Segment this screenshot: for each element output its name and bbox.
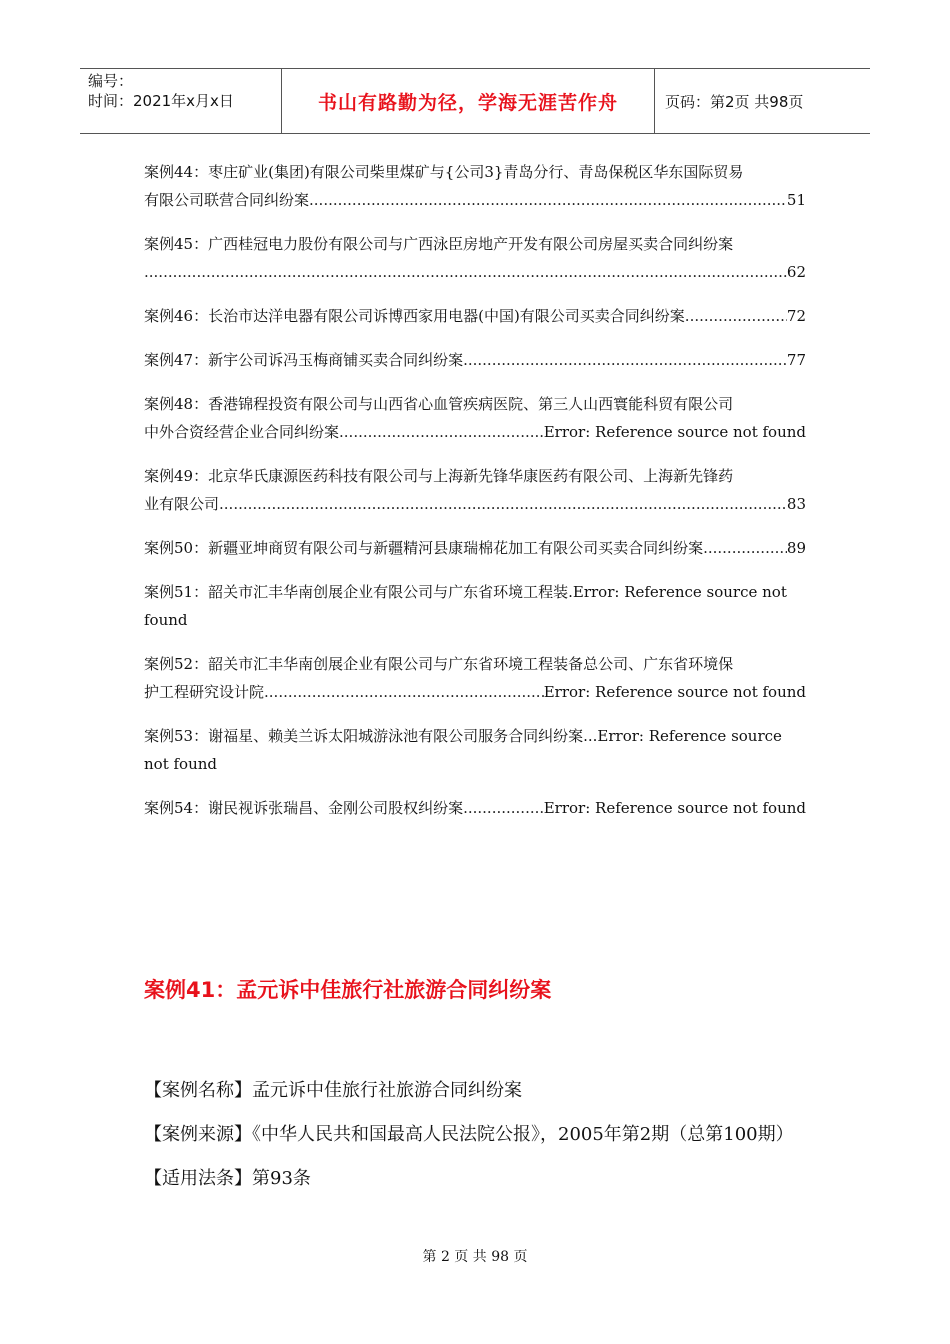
toc-entry-53[interactable]: 案例53：谢福星、赖美兰诉太阳城游泳池有限公司服务合同纠纷案...Error: Reference source not found	[144, 727, 782, 773]
toc-page: 83	[786, 495, 806, 513]
toc-leader	[309, 186, 787, 214]
toc-leader	[703, 534, 787, 562]
toc-line: 案例48：香港锦程投资有限公司与山西省心血管疾病医院、第三人山西寰能科贸有限公司	[144, 395, 734, 413]
toc-page: Error: Reference source not found	[543, 799, 806, 817]
toc-entry-44[interactable]	[144, 158, 806, 214]
toc-entry-52[interactable]	[144, 650, 806, 706]
toc-title: 案例53：谢福星、赖美兰诉太阳城游泳池有限公司服务合同纠纷案	[144, 727, 584, 745]
toc-page: Error: Reference source not found	[144, 727, 782, 773]
toc-line: 案例49：北京华氏康源医药科技有限公司与上海新先锋华康医药有限公司、上海新先锋药	[144, 467, 734, 485]
toc-page: Error: Reference source not found	[543, 423, 806, 441]
toc-leader	[463, 794, 544, 822]
toc-entry-49[interactable]	[144, 462, 806, 518]
toc-line: 案例44：枣庄矿业(集团)有限公司柴里煤矿与{公司3}青岛分行、青岛保税区华东国际贸易	[144, 163, 744, 181]
toc-page: 51	[786, 191, 806, 209]
toc-page: Error: Reference source not found	[144, 583, 787, 629]
toc-title: 护工程研究设计院	[144, 683, 265, 701]
toc-line: 案例45：广西桂冠电力股份有限公司与广西泳臣房地产开发有限公司房屋买卖合同纠纷案	[144, 235, 734, 253]
header-motto: 书山有路勤为径，学海无涯苦作舟	[282, 69, 655, 133]
toc-page: Error: Reference source not found	[543, 683, 806, 701]
toc-leader	[219, 490, 787, 518]
header-page-info: 页码：第2页 共98页	[665, 92, 804, 111]
toc-title: 案例47：新宇公司诉冯玉梅商铺买卖合同纠纷案	[144, 351, 464, 369]
case-name: 【案例名称】孟元诉中佳旅行社旅游合同纠纷案	[144, 1080, 522, 1101]
case-law: 【适用法条】第93条	[144, 1168, 311, 1189]
page-header	[80, 68, 870, 134]
section-title: 案例41：孟元诉中佳旅行社旅游合同纠纷案	[144, 978, 552, 1002]
toc-leader	[463, 346, 787, 374]
toc-entry-46[interactable]	[144, 302, 806, 330]
toc-title: 案例50：新疆亚坤商贸有限公司与新疆精河县康瑞棉花加工有限公司买卖合同纠纷案	[144, 539, 704, 557]
toc-entry-51[interactable]: 案例51：韶关市汇丰华南创展企业有限公司与广东省环境工程装.Error: Reference source not found	[144, 583, 787, 629]
toc-entry-47[interactable]	[144, 346, 806, 374]
toc-page: 89	[786, 539, 806, 557]
toc-entry-50[interactable]	[144, 534, 806, 562]
toc-entry-54[interactable]	[144, 794, 806, 822]
toc-title: 案例54：谢民视诉张瑞昌、金刚公司股权纠纷案	[144, 799, 464, 817]
toc-leader	[264, 678, 544, 706]
toc-leader	[144, 258, 787, 286]
toc-entry-48[interactable]	[144, 390, 806, 446]
toc-page: 77	[786, 351, 806, 369]
date-label: 时间：2021年x月x日	[88, 92, 234, 110]
page-footer: 第 2 页 共 98 页	[422, 1249, 528, 1265]
case-metadata	[144, 1076, 806, 1208]
table-of-contents	[144, 158, 806, 838]
toc-title: 业有限公司	[144, 495, 220, 513]
toc-leader	[339, 418, 544, 446]
code-label: 编号：	[88, 72, 134, 90]
toc-entry-45[interactable]	[144, 230, 806, 286]
toc-title: 有限公司联营合同纠纷案	[144, 191, 310, 209]
case-source: 【案例来源】《中华人民共和国最高人民法院公报》，2005年第2期（总第100期）	[144, 1124, 794, 1145]
header-left-cell	[80, 69, 282, 133]
toc-title: 中外合资经营企业合同纠纷案	[144, 423, 340, 441]
toc-page: 62	[786, 263, 806, 281]
toc-title: 案例46：长治市达洋电器有限公司诉博西家用电器(中国)有限公司买卖合同纠纷案	[144, 307, 685, 325]
toc-page: 72	[786, 307, 806, 325]
toc-title: 案例51：韶关市汇丰华南创展企业有限公司与广东省环境工程装	[144, 583, 569, 601]
toc-line: 案例52：韶关市汇丰华南创展企业有限公司与广东省环境工程装备总公司、广东省环境保	[144, 655, 734, 673]
toc-leader	[685, 302, 787, 330]
